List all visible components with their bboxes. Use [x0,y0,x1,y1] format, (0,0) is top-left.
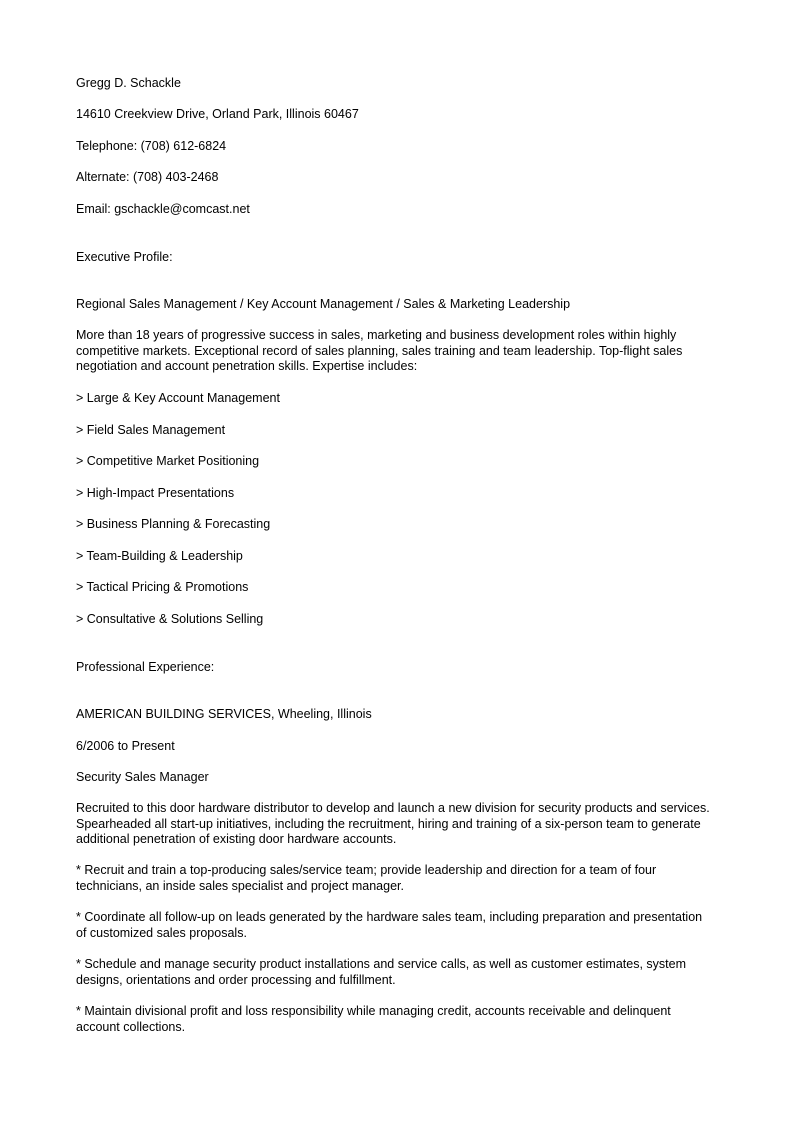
contact-email: Email: gschackle@comcast.net [76,202,250,216]
expertise-item: > Tactical Pricing & Promotions [76,580,249,594]
experience-bullet: * Coordinate all follow-up on leads generated by the hardware sales team, including preparation and presentation of customized sales proposals. [76,910,703,940]
contact-name: Gregg D. Schackle [76,76,181,90]
profile-title: Regional Sales Management / Key Account Management / Sales & Marketing Leadership [76,297,571,311]
contact-address: 14610 Creekview Drive, Orland Park, Illinois 60467 [76,107,359,121]
profile-summary: More than 18 years of progressive success in sales, marketing and business development roles within highly competitive markets. Exceptional record of sales planning, sales training and team leadership. Top-flight sales negotiation and account penetration skills. Expertise includes: [76,328,683,373]
experience-company: AMERICAN BUILDING SERVICES, Wheeling, Illinois [76,707,372,721]
experience-role: Security Sales Manager [76,770,209,784]
expertise-item: > High-Impact Presentations [76,486,235,500]
experience-dates: 6/2006 to Present [76,739,175,753]
expertise-item: > Field Sales Management [76,423,226,437]
expertise-item: > Competitive Market Positioning [76,454,260,468]
experience-bullet: * Schedule and manage security product installations and service calls, as well as customer estimates, system designs, orientations and order processing and fulfillment. [76,957,687,987]
experience-bullet: * Maintain divisional profit and loss responsibility while managing credit, accounts receivable and delinquent account collections. [76,1004,671,1034]
experience-bullet: * Recruit and train a top-producing sales/service team; provide leadership and direction for a team of four technicians, an inside sales specialist and project manager. [76,863,657,893]
expertise-item: > Consultative & Solutions Selling [76,612,264,626]
experience-description: Recruited to this door hardware distributor to develop and launch a new division for security products and services. Spearheaded all start-up initiatives, including the recruitment, hiring and training of a six-person team to generate additional penetration of existing door hardware accounts. [76,801,710,846]
expertise-item: > Business Planning & Forecasting [76,517,271,531]
profile-heading: Executive Profile: [76,250,173,264]
expertise-item: > Team-Building & Leadership [76,549,243,563]
experience-heading: Professional Experience: [76,660,215,674]
contact-telephone: Telephone: (708) 612-6824 [76,139,227,153]
contact-alternate: Alternate: (708) 403-2468 [76,170,219,184]
expertise-item: > Large & Key Account Management [76,391,280,405]
